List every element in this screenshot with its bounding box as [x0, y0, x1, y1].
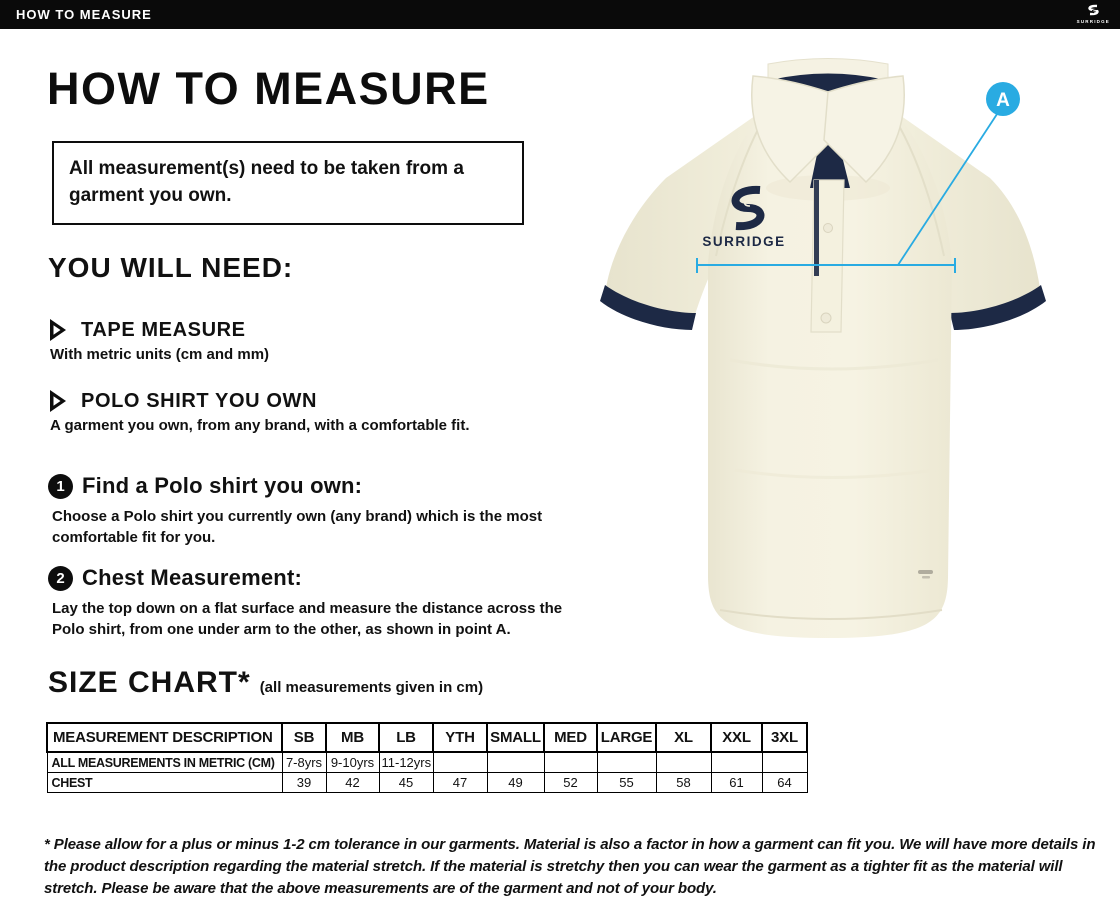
- column-header: MED: [544, 723, 597, 752]
- button: [824, 224, 833, 233]
- size-chart-heading: [48, 666, 483, 700]
- table-header-row: [47, 723, 807, 752]
- table-cell: 42: [326, 773, 379, 793]
- step-description: Choose a Polo shirt you currently own (any brand) which is the most comfortable fit for you.: [52, 508, 543, 546]
- point-a-label: A: [996, 90, 1010, 111]
- column-header: SMALL: [487, 723, 544, 752]
- row-label: ALL MEASUREMENTS IN METRIC (CM): [47, 752, 282, 773]
- column-header: LB: [379, 723, 433, 752]
- step-1: [48, 473, 592, 548]
- table-cell: [597, 752, 656, 773]
- step-number-badge: 1: [48, 474, 73, 499]
- surridge-logo-wordmark: SURRIDGE: [1076, 19, 1110, 25]
- column-header: 3XL: [762, 723, 807, 752]
- need-item-title: POLO SHIRT YOU OWN: [81, 389, 317, 412]
- table-cell: 58: [656, 773, 711, 793]
- column-header: MEASUREMENT DESCRIPTION: [47, 723, 282, 752]
- table-cell: 11-12yrs: [379, 752, 433, 773]
- table-cell: [656, 752, 711, 773]
- surridge-logo: [1077, 4, 1112, 25]
- polo-shirt-figure: [560, 30, 1120, 680]
- need-item-title: TAPE MEASURE: [81, 318, 246, 341]
- column-header: YTH: [433, 723, 487, 752]
- column-header: SB: [282, 723, 326, 752]
- top-bar-title: HOW TO MEASURE: [16, 7, 152, 22]
- step-number-badge: 2: [48, 566, 73, 591]
- shirt-placket: [811, 180, 844, 332]
- table-cell: 55: [597, 773, 656, 793]
- table-cell: 52: [544, 773, 597, 793]
- size-chart-subtitle: (all measurements given in cm): [259, 679, 484, 696]
- row-label: CHEST: [47, 773, 282, 793]
- step-title: Chest Measurement:: [82, 565, 302, 590]
- table-cell: 39: [282, 773, 326, 793]
- table-cell: 7-8yrs: [282, 752, 326, 773]
- table-row: [47, 773, 807, 793]
- table-cell: [433, 752, 487, 773]
- chest-logo-wordmark: SURRIDGE: [702, 234, 786, 249]
- column-header: LARGE: [597, 723, 656, 752]
- column-header: MB: [326, 723, 379, 752]
- polo-shirt-photo: [560, 30, 1120, 680]
- table-cell: [762, 752, 807, 773]
- step-description: Lay the top down on a flat surface and measure the distance across the Polo shirt, from one under arm to the other, as shown in point A.: [52, 600, 563, 638]
- table-cell: [711, 752, 762, 773]
- table-cell: 9-10yrs: [326, 752, 379, 773]
- table-cell: 64: [762, 773, 807, 793]
- notice-box: All measurement(s) need to be taken from a garment you own.: [52, 141, 524, 225]
- size-chart-table: [46, 722, 808, 793]
- tolerance-footnote: * Please allow for a plus or minus 1-2 cm tolerance in our garments. Material is also a factor in how a garment can fit you. We will have more details in the product description regarding the material stretch. If the material is stretchy then you can wear the garment as a tighter fit as the material will stretch. Please be aware that the above measurements are of the garment and not of your body.: [44, 836, 1096, 897]
- need-item-description: With metric units (cm and mm): [50, 346, 270, 363]
- need-item-tape-measure: [48, 317, 269, 363]
- page-title: HOW TO MEASURE: [47, 63, 490, 114]
- table-cell: [544, 752, 597, 773]
- surridge-logo-icon: [1082, 4, 1104, 19]
- column-header: XL: [656, 723, 711, 752]
- top-bar: [0, 0, 1120, 29]
- table-row: [47, 752, 807, 773]
- table-cell: 49: [487, 773, 544, 793]
- table-cell: 47: [433, 773, 487, 793]
- triangle-bullet-icon: [48, 388, 68, 414]
- column-header: XXL: [711, 723, 762, 752]
- you-will-need-heading: YOU WILL NEED:: [48, 252, 294, 283]
- size-chart-title: SIZE CHART*: [48, 666, 251, 699]
- need-item-polo-shirt: [48, 388, 469, 434]
- table-cell: [487, 752, 544, 773]
- need-item-description: A garment you own, from any brand, with a comfortable fit.: [50, 417, 470, 434]
- table-cell: 45: [379, 773, 433, 793]
- step-title: Find a Polo shirt you own:: [82, 473, 363, 498]
- table-cell: 61: [711, 773, 762, 793]
- button: [821, 313, 831, 323]
- step-2: [48, 565, 592, 640]
- triangle-bullet-icon: [48, 317, 68, 343]
